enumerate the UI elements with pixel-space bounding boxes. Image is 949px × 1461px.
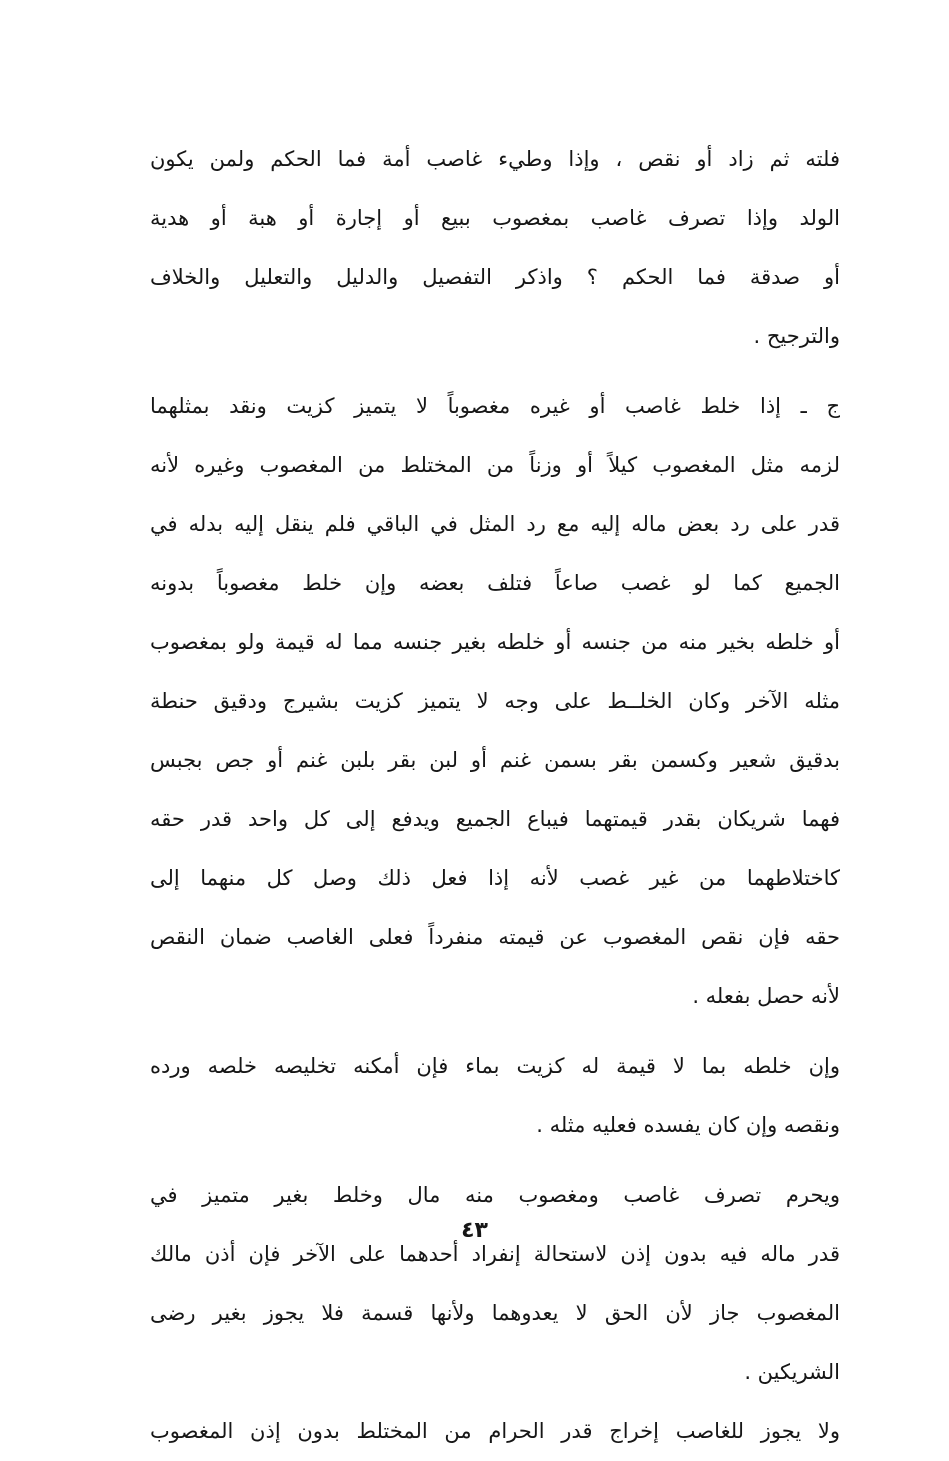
text-body [150, 130, 840, 1461]
text-line: الولد وإذا تصرف غاصب بمغصوب ببيع أو إجارة أو هبة أو هدية [150, 206, 840, 230]
paragraph-3 [150, 1037, 840, 1155]
text-line: لزمه مثل المغصوب كيلاً أو وزناً من المختلط من المغصوب وغيره لأنه [150, 453, 840, 477]
page-number: ٤٣ [461, 1218, 488, 1243]
paragraph-5 [150, 1402, 840, 1461]
text-line: ويحرم تصرف غاصب ومغصوب منه مال وخلط بغير متميز في [150, 1183, 840, 1207]
text-line: قدر ماله فيه بدون إذن لاستحالة إنفراد أحدهما على الآخر فإن أذن مالك [150, 1242, 840, 1266]
text-line: الشريكين . [744, 1360, 840, 1384]
text-line: فلته ثم زاد أو نقص ، وإذا وطيء غاصب أمة فما الحكم ولمن يكون [150, 147, 840, 171]
paragraph-4 [150, 1166, 840, 1402]
text-line: قدر على رد بعض ماله إليه مع رد المثل في الباقي فلم ينقل إليه بدله في [150, 512, 840, 536]
text-line: ولا يجوز للغاصب إخراج قدر الحرام من المختلط بدون إذن المغصوب [150, 1419, 840, 1443]
text-line: أو خلطه بخير منه من جنسه أو خلطه بغير جنسه مما له قيمة ولو بمغصوب [150, 630, 840, 654]
text-line: ج ـ إذا خلط غاصب أو غيره مغصوباً لا يتميز كزيت ونقد بمثلهما [150, 394, 840, 418]
paragraph-1 [150, 130, 840, 366]
text-line: لأنه حصل بفعله . [692, 984, 840, 1008]
text-line: ونقصه وإن كان يفسده فعليه مثله . [536, 1113, 840, 1137]
text-line: بدقيق شعير وكسمن بقر بسمن غنم أو لبن بقر بلبن غنم أو جص بجبس [150, 748, 840, 772]
text-line: حقه فإن نقص المغصوب عن قيمته منفرداً فعلى الغاصب ضمان النقص [150, 925, 840, 949]
text-line: المغصوب جاز لأن الحق لا يعدوهما ولأنها قسمة فلا يجوز بغير رضى [150, 1301, 840, 1325]
text-line: مثله الآخر وكان الخلــط على وجه لا يتميز كزيت بشيرج ودقيق حنطة [150, 689, 840, 713]
text-line: كاختلاطهما من غير غصب لأنه إذا فعل ذلك وصل كل منهما إلى [150, 866, 840, 890]
text-line: أو صدقة فما الحكم ؟ واذكر التفصيل والدليل والتعليل والخلاف [150, 265, 840, 289]
text-line: فهما شريكان بقدر قيمتهما فيباع الجميع ويدفع إلى كل واحد قدر حقه [150, 807, 840, 831]
paragraph-2 [150, 377, 840, 1026]
text-line: وإن خلطه بما لا قيمة له كزيت بماء فإن أمكنه تخليصه خلصه ورده [150, 1054, 840, 1078]
text-line: الجميع كما لو غصب صاعاً فتلف بعضه وإن خلط مغصوباً بدونه [150, 571, 840, 595]
text-line: والترجيح . [753, 324, 840, 348]
